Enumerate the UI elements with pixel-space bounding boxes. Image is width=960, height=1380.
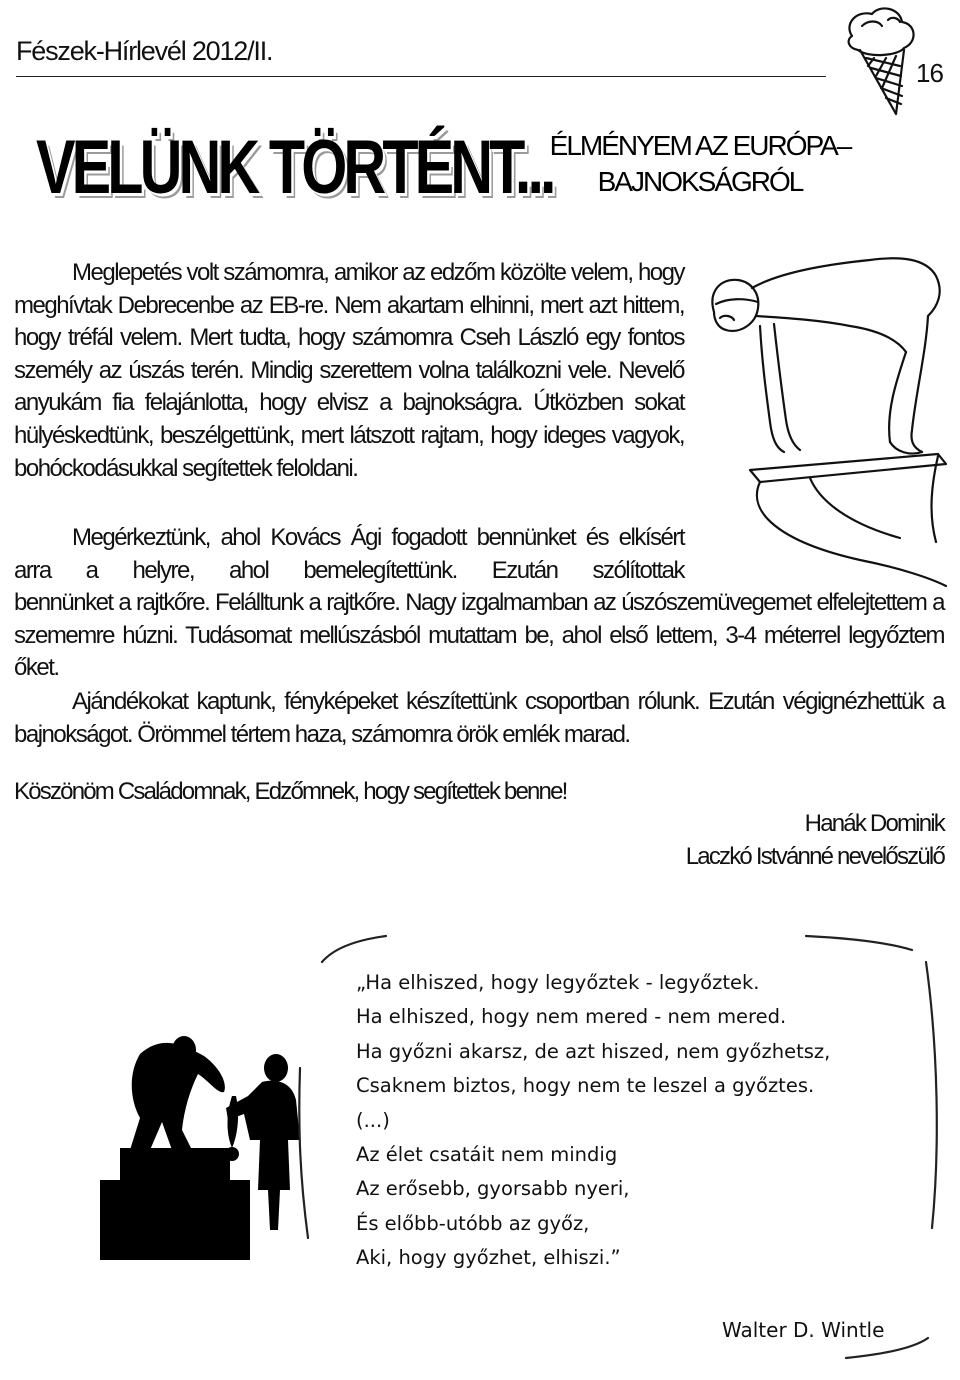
quote-line: „Ha elhiszed, hogy legyőztek - legyőztek. xyxy=(356,971,760,994)
quote-text xyxy=(356,966,830,1276)
newsletter-title: Fészek-Hírlevél 2012/II. xyxy=(16,36,273,66)
swimmer-on-starting-block-illustration xyxy=(700,242,950,587)
quote-line: És előbb-utóbb az győz, xyxy=(356,1211,590,1235)
article-paragraph-4: Ajándékokat kaptunk, fényképeket készítettünk csoportban rólunk. Ezután végignézhettük a bajnokságot. Örömmel tértem haza, számomra örök emlék marad. xyxy=(14,688,944,748)
article-title-line-2: BAJNOKSÁGRÓL xyxy=(597,166,803,197)
quote-line: Ha elhiszed, hogy nem mered - nem mered. xyxy=(356,1005,787,1029)
quote-line: Az élet csatáit nem mindig xyxy=(356,1143,618,1167)
ice-cream-cone-icon xyxy=(838,6,918,118)
page-number: 16 xyxy=(916,58,943,88)
article-paragraph-3: bennünket a rajtkőre. Felálltunk a rajtkőre. Nagy izgalmamban az úszószemüvegemet elfelejtettem a szememre húzni. Tudásomat mellúszásból mutattam be, ahol első lettem, 3-4 méterrel legyőztem őket. xyxy=(14,589,944,682)
section-heading: VELÜNK TÖRTÉNT... xyxy=(36,125,553,210)
quote-line: Csaknem biztos, hogy nem te leszel a győztes. xyxy=(356,1074,815,1098)
author-signature: Hanák Dominik xyxy=(804,810,944,837)
quote-line: (...) xyxy=(356,1108,390,1132)
quote-line: Ha győzni akarsz, de azt hiszed, nem győzhetsz, xyxy=(356,1039,831,1063)
article-title-line-1: ÉLMÉNYEM AZ EURÓPA– xyxy=(549,130,851,161)
quote-line: Aki, hogy győzhet, elhiszi.” xyxy=(356,1246,621,1270)
thanks-line: Köszönöm Családomnak, Edzőmnek, hogy segítettek benne! xyxy=(14,778,567,805)
article-paragraph-2: Megérkeztünk, ahol Kovács Ági fogadott bennünket és elkísért arra a helyre, ahol bemelegítettünk. Ezután szólítottak xyxy=(14,524,684,584)
header-divider xyxy=(16,76,826,77)
article-title xyxy=(480,128,920,200)
co-author-signature: Laczkó Istvánné nevelőszülő xyxy=(685,843,944,870)
quote-author: Walter D. Wintle xyxy=(722,1318,885,1342)
quote-line: Az erősebb, gyorsabb nyeri, xyxy=(356,1177,630,1201)
article-paragraph-1: Meglepetés volt számomra, amikor az edzőm közölte velem, hogy meghívtak Debrecenbe az EB-re. Nem akartam elhinni, mert azt hittem, hogy tréfál velem. Mert tudta, hogy számomra Cseh László egy fontos személy az úszás terén. Mindig szerettem volna találkozni vele. Nevelő anyukám fia felajánlotta, hogy elvisz a bajnokságra. Útközben sokat hülyéskedtünk, beszélgettünk, mert látszott rajtam, hogy ideges vagyok, bohóckodásukkal segítettek feloldani. xyxy=(14,259,684,482)
